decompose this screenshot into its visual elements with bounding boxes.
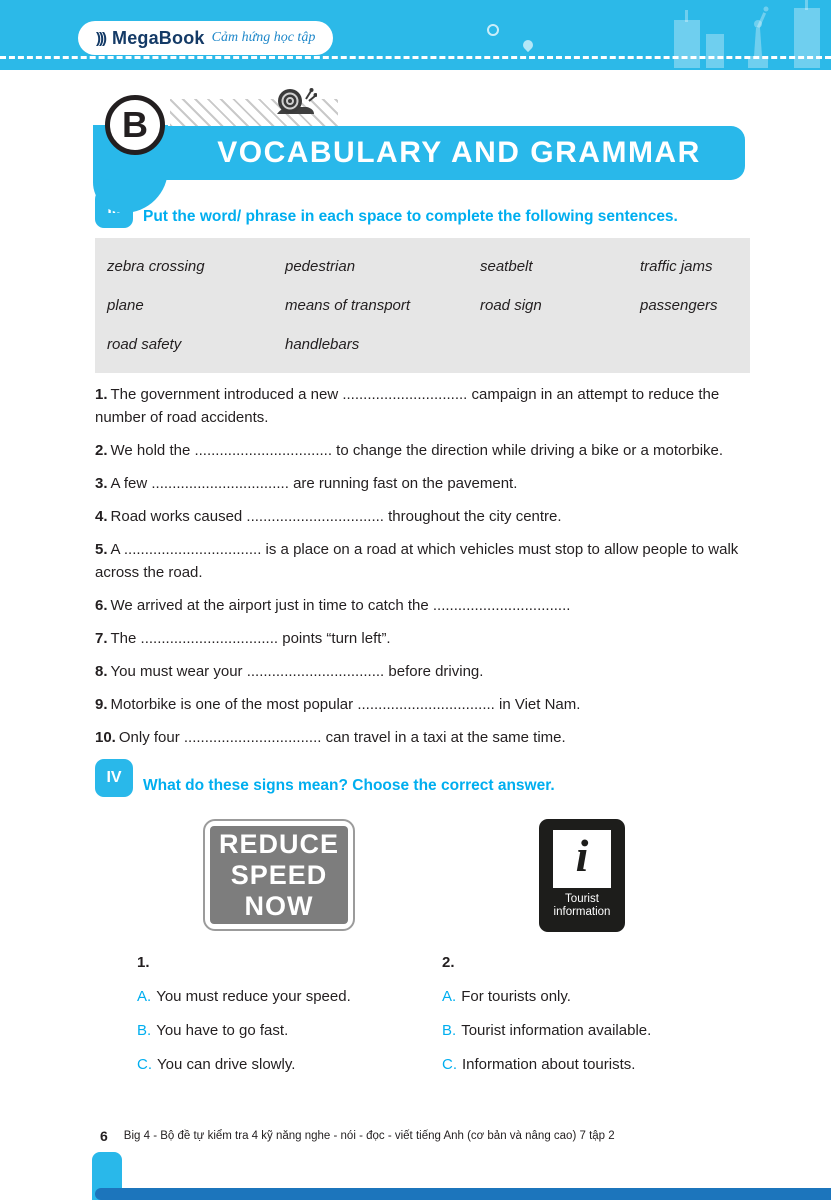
sentence-number: 6. bbox=[95, 597, 108, 614]
answer-option bbox=[442, 988, 750, 1006]
fill-in-sentences bbox=[95, 383, 750, 749]
sentence-text: We hold the ................................. to change the direction while driving a bike or a motorbike. bbox=[110, 442, 724, 459]
option-letter: B. bbox=[137, 1022, 152, 1039]
option-text: You have to go fast. bbox=[156, 1022, 289, 1039]
sentence-9 bbox=[95, 693, 750, 716]
sentence-text: Motorbike is one of the most popular ................................. in Viet Nam. bbox=[110, 696, 581, 713]
bottom-bar-decoration bbox=[95, 1188, 831, 1200]
sign-label-line: Tourist bbox=[565, 893, 599, 905]
option-letter: A. bbox=[137, 988, 152, 1005]
sentence-number: 9. bbox=[95, 696, 108, 713]
sentence-number: 7. bbox=[95, 630, 108, 647]
option-letter: B. bbox=[442, 1022, 457, 1039]
question-number: 2. bbox=[442, 954, 455, 971]
page-footer bbox=[100, 1128, 615, 1144]
snail-icon bbox=[273, 87, 317, 117]
word-bank-item: handlebars bbox=[285, 336, 360, 353]
information-i-icon: i bbox=[575, 830, 589, 881]
option-letter: C. bbox=[442, 1056, 457, 1073]
sign-line: REDUCE bbox=[218, 828, 339, 859]
question-number: 1. bbox=[137, 954, 150, 971]
exercise-4-header bbox=[95, 759, 750, 797]
sentence-10 bbox=[95, 726, 750, 749]
word-bank-item: road safety bbox=[107, 336, 182, 353]
sentence-number: 1. bbox=[95, 386, 108, 403]
page-content bbox=[95, 95, 750, 1090]
answer-option bbox=[442, 1056, 750, 1074]
answer-option bbox=[137, 1022, 442, 1040]
sentence-number: 3. bbox=[95, 475, 108, 492]
answer-option bbox=[137, 1056, 442, 1074]
sign-label-line: information bbox=[553, 906, 611, 918]
section-title: VOCABULARY AND GRAMMAR bbox=[217, 136, 701, 169]
sentence-8 bbox=[95, 660, 750, 683]
answer-option bbox=[442, 1022, 750, 1040]
exercise-3-header bbox=[95, 190, 750, 228]
word-bank-item: plane bbox=[107, 297, 144, 314]
sentence-number: 8. bbox=[95, 663, 108, 680]
word-bank-item: means of transport bbox=[285, 297, 411, 314]
sentence-text: Only four ................................. can travel in a taxi at the same time. bbox=[118, 729, 566, 746]
sentence-4 bbox=[95, 505, 750, 528]
triple-chevron-icon: ))) bbox=[96, 29, 105, 47]
word-bank-item: traffic jams bbox=[640, 258, 713, 275]
brand-name: MegaBook bbox=[112, 27, 205, 48]
word-bank-item: passengers bbox=[640, 297, 718, 314]
section-letter-badge: B bbox=[105, 95, 165, 155]
page-number: 6 bbox=[100, 1128, 108, 1144]
section-title-bar bbox=[95, 126, 745, 180]
option-text: Tourist information available. bbox=[461, 1022, 652, 1039]
sign-label bbox=[554, 893, 611, 919]
sentence-text: A ................................. is a place on a road at which vehicles must stop to allow people to walk across the road. bbox=[95, 541, 739, 581]
sentence-2 bbox=[95, 439, 750, 462]
option-letter: C. bbox=[137, 1056, 152, 1073]
sentence-text: The government introduced a new .............................. campaign in an attempt to reduce the number of road accidents. bbox=[95, 386, 720, 426]
tourist-information-sign bbox=[539, 819, 625, 932]
reduce-speed-sign bbox=[203, 819, 355, 931]
sentence-7 bbox=[95, 627, 750, 650]
option-text: You must reduce your speed. bbox=[156, 988, 351, 1005]
sentence-text: You must wear your ................................. before driving. bbox=[110, 663, 484, 680]
exercise-3-instruction: Put the word/ phrase in each space to complete the following sentences. bbox=[143, 208, 678, 225]
information-symbol-box bbox=[553, 830, 611, 888]
sentence-6 bbox=[95, 594, 750, 617]
question-1 bbox=[137, 954, 442, 1090]
word-bank-item: seatbelt bbox=[480, 258, 533, 275]
sign-questions bbox=[95, 954, 750, 1090]
word-bank-item: road sign bbox=[480, 297, 542, 314]
dashed-divider bbox=[0, 56, 831, 59]
section-banner bbox=[95, 95, 750, 180]
word-bank-item: pedestrian bbox=[285, 258, 356, 275]
brand-tagline: Cảm hứng học tập bbox=[211, 30, 316, 45]
decorative-circle-icon bbox=[487, 24, 499, 36]
word-bank bbox=[95, 238, 750, 373]
road-signs bbox=[95, 819, 750, 932]
sentence-1 bbox=[95, 383, 750, 429]
option-letter: A. bbox=[442, 988, 457, 1005]
sentence-3 bbox=[95, 472, 750, 495]
sign-line: SPEED bbox=[230, 859, 328, 890]
brand-logo bbox=[78, 21, 333, 55]
sentence-text: Road works caused ................................. throughout the city centre. bbox=[110, 508, 562, 525]
sentence-number: 10. bbox=[95, 729, 116, 746]
top-header-bar bbox=[0, 0, 831, 70]
question-2 bbox=[442, 954, 750, 1090]
footer-text: Big 4 - Bộ đề tự kiểm tra 4 kỹ năng nghe - nói - đọc - viết tiếng Anh (cơ bản và nâng cao) 7 tập 2 bbox=[123, 1130, 615, 1142]
exercise-4-badge: IV bbox=[95, 759, 133, 797]
sentence-number: 5. bbox=[95, 541, 108, 558]
sentence-text: We arrived at the airport just in time to catch the ................................. bbox=[110, 597, 571, 614]
sign-line: NOW bbox=[244, 890, 314, 921]
option-text: For tourists only. bbox=[461, 988, 571, 1005]
sentence-number: 2. bbox=[95, 442, 108, 459]
word-bank-item: zebra crossing bbox=[107, 258, 205, 275]
sentence-number: 4. bbox=[95, 508, 108, 525]
option-text: Information about tourists. bbox=[462, 1056, 636, 1073]
answer-option bbox=[137, 988, 442, 1006]
sentence-5 bbox=[95, 538, 750, 584]
option-text: You can drive slowly. bbox=[157, 1056, 296, 1073]
location-pin-icon bbox=[521, 38, 535, 52]
sentence-text: The ................................. points “turn left”. bbox=[110, 630, 391, 647]
sentence-text: A few ................................. are running fast on the pavement. bbox=[110, 475, 518, 492]
reduce-speed-sign-panel bbox=[210, 826, 348, 924]
exercise-4-instruction: What do these signs mean? Choose the correct answer. bbox=[143, 777, 555, 794]
